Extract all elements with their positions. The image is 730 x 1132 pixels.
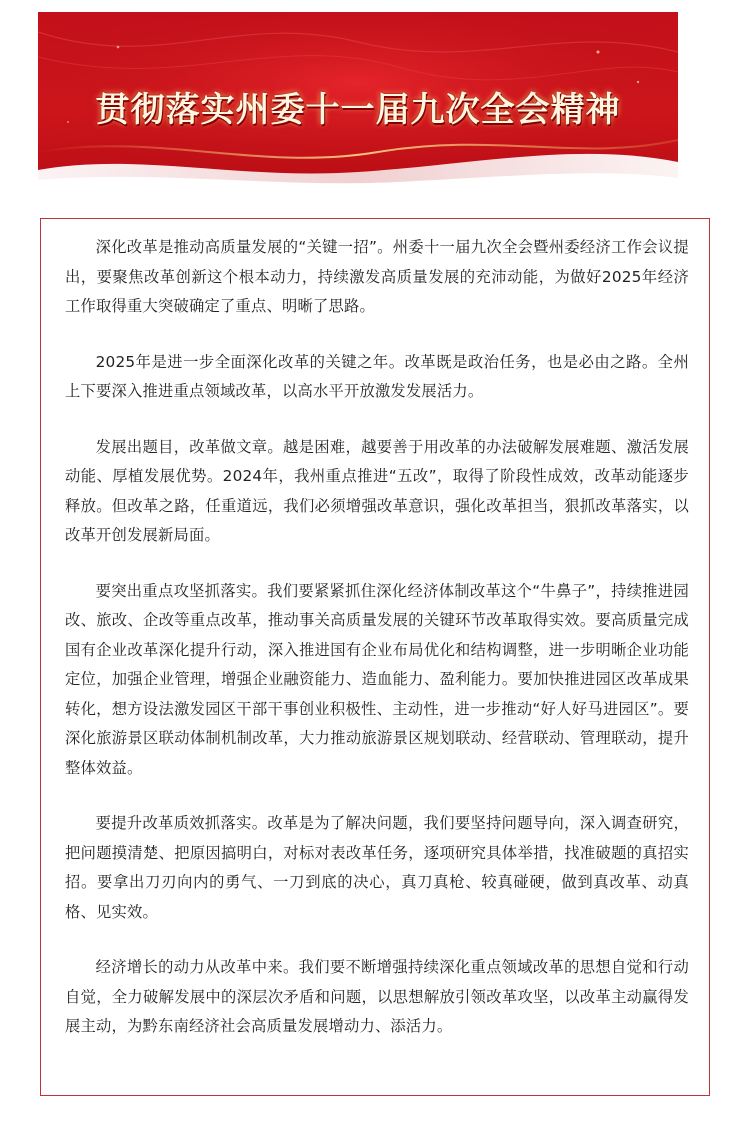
paragraph-4: 要突出重点攻坚抓落实。我们要紧紧抓住深化经济体制改革这个“牛鼻子”，持续推进园改、旅改、企改等重点改革，推动事关高质量发展的关键环节改革取得实效。要高质量完成国有企业改革深化提升行动，深入推进国有企业布局优化和结构调整，进一步明晰企业功能定位，加强企业管理，增强企业融资能力、造血能力、盈利能力。要加快推进园区改革成果转化，想方设法激发园区干部干事创业积极性、主动性，进一步推动“好人好马进园区”。要深化旅游景区联动体制机制改革，大力推动旅游景区规划联动、经营联动、管理联动，提升整体效益。	[65, 581, 689, 777]
paragraph-3: 发展出题目，改革做文章。越是困难，越要善于用改革的办法破解发展难题、激活发展动能、厚植发展优势。2024年，我州重点推进“五改”，取得了阶段性成效，改革动能逐步释放。但改革之路，任重道远，我们必须增强改革意识，强化改革担当，狠抓改革落实，以改革开创发展新局面。	[65, 437, 689, 544]
paragraph-1: 深化改革是推动高质量发展的“关键一招”。州委十一届九次全会暨州委经济工作会议提出，要聚焦改革创新这个根本动力，持续激发高质量发展的充沛动能，为做好2025年经济工作取得重大突破确定了重点、明晰了思路。	[65, 238, 689, 315]
paragraph-6: 经济增长的动力从改革中来。我们要不断增强持续深化重点领域改革的思想自觉和行动自觉，全力破解发展中的深层次矛盾和问题，以思想解放引领改革攻坚，以改革主动赢得发展主动，为黔东南经济社会高质量发展增动力、添活力。	[65, 958, 689, 1035]
paragraph-2: 2025年是进一步全面深化改革的关键之年。改革既是政治任务，也是必由之路。全州上下要深入推进重点领域改革，以高水平开放激发发展活力。	[65, 352, 689, 400]
banner-title: 贯彻落实州委十一届九次全会精神	[95, 90, 621, 130]
paragraph-5: 要提升改革质效抓落实。改革是为了解决问题，我们要坚持问题导向，深入调查研究，把问题摸清楚、把原因搞明白，对标对表改革任务，逐项研究具体举措，找准破题的真招实招。要拿出刀刃向内的勇气、一刀到底的决心，真刀真枪、较真碰硬，做到真改革、动真格、见实效。	[65, 814, 689, 921]
header-banner	[38, 12, 678, 190]
article-body	[40, 218, 710, 1096]
